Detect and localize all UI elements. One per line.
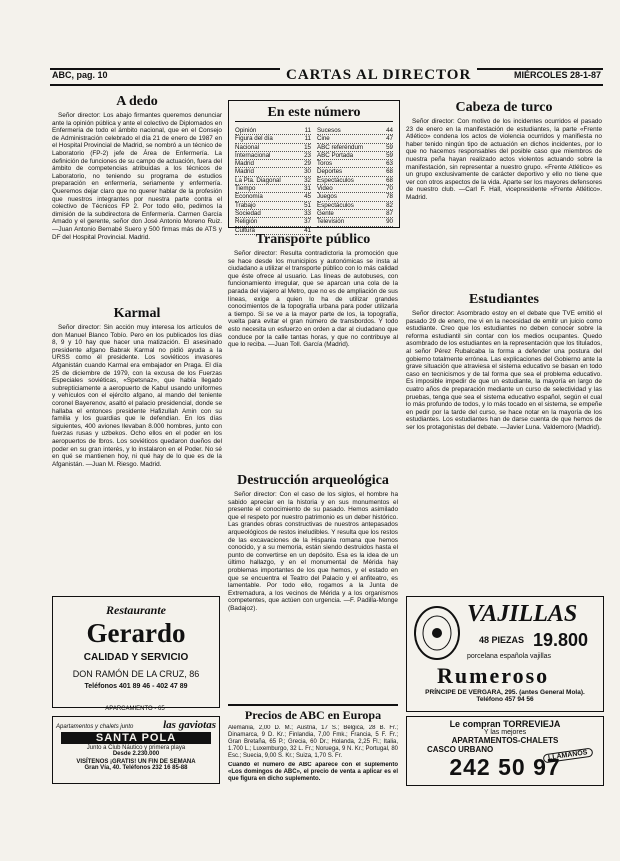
toc-item (235, 218, 311, 226)
toc-item-page: 29 (304, 160, 311, 168)
toc-item-page: 31 (304, 185, 311, 193)
toc-title: En este número (235, 105, 393, 122)
toc-list (229, 125, 399, 237)
letter-body-arqueologica: Señor director: Con el caso de los siglos, el hombre ha sabido apreciar en la historia y en sus monumentos el presente el conocimiento de su pasado. Hemos asimilado que el respeto por nuestro patrimonio es un deber histórico. Las grandes obras constructivas de nuestros antepasados arqueológicos de restos ineludibles. Y resulta que los restos de las excavaciones de la Hispania romana que hemos conocido, y a su memoria, están siendo destruidos hasta el punto de convertirse en un depósito. Esa es la idea de un último hallazgo, y en el monumental de Mérida hay problemas importantes de los que hemos, y el estado en que se encuentra el Teatro del Palacio y el anfiteatro, es lamentable. Por todo ello, rogamos a la Junta de Extremadura, a los vecinos de Mérida y a los organismos competentes, que actúen con urgencia. —F. Padilla-Monge (Badajoz). (228, 491, 398, 612)
letter-body-karmal: Señor director: Sin acción muy interesa los artículos de don Manuel Blanco Tobío. Pero en los publicados los días 8, 9 y 10 hay que hacer una matización. El asesinado presidente afgano Babrak Karmal no pidió ayuda a la URSS como él presidente. Los soviéticos invasores Afganistán cuando Karmal era embajador en Praga. El día 25 de diciembre de 1979, con la excusa de los Fuerzas Especiales soviéticas, «Spetsnaz», que había llegado subrepticiamente a aeropuerto de Kabul usando uniformes y vehículos con el ejército afgano, al mando del teniente coronel Bayerenov, asaltó el palacio presidencial, donde se hallaba el entonces presidente Hafizullah Amin con su familia y los guardias que le defendían. En los días siguientes, 400 aviones llevaban 8.000 hombres, junto con fuerzas rusas y uzbekos. Ocho ellos en el poder en los aeropuertos de Ibros. Los soviéticos quedaron dueños del poder en su gran interés, y lo instalaron en el Poder. No sé en qué se mantienen hoy, ni qué hay de lo que es de la Afganistán. —Juan M. Riesgo. Madrid. (52, 324, 222, 468)
toc-item (235, 210, 311, 218)
ad-vajillas-price: 19.800 (533, 630, 589, 650)
toc-item-page: 90 (386, 218, 393, 226)
ad-gerardo-tagline: CALIDAD Y SERVICIO (83, 652, 189, 663)
ad-torrevieja-line2: APARTAMENTOS-CHALETS (451, 736, 559, 745)
letter-title-arqueologica: Destrucción arqueológica (237, 473, 389, 488)
toc-item (317, 127, 393, 135)
ad-vajillas-desc: porcelana española vajillas (467, 653, 552, 660)
toc-item-label: Espectáculos (317, 176, 354, 184)
letter-title-karmal: Karmal (113, 306, 161, 321)
ad-torrevieja-top: Le compran TORREVIEJA (449, 719, 561, 729)
ad-torrevieja-line1: Y las mejores (483, 729, 527, 736)
ad-santapola-brand: las gaviotas (163, 719, 216, 731)
letter-title-turco: Cabeza de turco (455, 100, 553, 115)
letter-body-dedo: Señor director: Los abajo firmantes queremos denunciar ante la opinión pública y ante el colectivo de Diplomados en Enfermería de todo el ámbito nacional, que en el Consejo de Administración celebrado el día 21 de enero de 1987 en el Hospital Provincial de Madrid, se nombró a un técnico de Laboratorio (FP-2) jefe de Área de Enfermería. La definición de funciones de su campo de actuación, fuera del ámbito de competencias atribuidas a los técnicos de Laboratorio, no teniendo su programa de estudios preparación en enfermería, seriamente y enfermería. Queremos dejar claro que no querer hablar de la profesión que nuestros integrantes por nuestra parte contra el colectivo de Técnicos FP 2. Por todo ello, pedimos la dimisión de la subdirectora de Enfermería. Carmen García Amado y el gerente, señor don José Antonio Moreno Ruiz. —Juan Antonio Bernabé Suero y 500 firmas más de ATS y DF del Hospital Provincial. Madrid. (52, 112, 222, 241)
toc-item-label: Deportes (317, 168, 343, 176)
toc-item (317, 210, 393, 218)
ad-gerardo-name: Gerardo (86, 618, 186, 648)
precios-note: Cuando el número de ABC aparece con el suplemento «Los domingos de ABC», el precio de venta a aplicar es el que figura en dicho suplemento. (228, 762, 398, 782)
toc-item-page: 41 (304, 226, 311, 234)
precios-box (228, 704, 398, 786)
page-date: MIÉRCOLES 28-1-87 (513, 70, 601, 80)
table-of-contents (228, 100, 400, 234)
page-number: ABC, pag. 10 (52, 70, 108, 80)
toc-item (235, 152, 311, 160)
toc-item (235, 135, 311, 143)
ad-torrevieja (406, 716, 604, 786)
toc-item-label: Televisión (317, 218, 345, 226)
toc-item (317, 144, 393, 152)
toc-item-label: Toros (317, 160, 333, 168)
toc-item-page: 45 (304, 193, 311, 201)
ad-santapola-line1: Junto a Club Náutico y primera playa (86, 745, 186, 751)
toc-item-page: 87 (386, 209, 393, 217)
toc-item-label: Figura del día (235, 135, 273, 143)
letter-title-dedo: A dedo (116, 94, 158, 109)
toc-item-page: 59 (386, 151, 393, 159)
toc-item-label: Video (317, 185, 333, 193)
page-header (50, 68, 603, 86)
toc-item (317, 185, 393, 193)
toc-item (235, 160, 311, 168)
ad-santa-pola (52, 716, 220, 784)
toc-item-label: ABC referéndum (317, 143, 364, 151)
precios-body: Alemania, 2,00 D. M.; Austria, 17 S.; Bélgica, 28 B. Fr.; Dinamarca, 9 D. Kr.; Finlandia, 7,00 Fmk.; Francia, 5 F. Fr.; Gran Bretaña, 65 P.; Grecia, 60 Dr.; Holanda, 2,25 Fl.; Italia, 1.700 L.; Luxemburgo, 32 L. Fr.; Noruega, 9 N. Kr.; Portugal, 80 Esc.; Suecia, 9,00 S. Kr.; Suiza, 1,70 S. Fr. (228, 725, 398, 759)
ad-torrevieja-line3: CASCO URBANO (427, 745, 494, 754)
letter-body-estudiantes: Señor director: Asombrado estoy en el debate que TVE emitió el pasado 29 de enero, me vi en la necesidad de emitir un juicio como estudiante. Creo que los estudiantes no deben conocer sobre la reforma estudiantil sin contar con los medios ocupantes. Quedo asombrado de los estudiantes en la representación que los titulados, al señor Pérez Rubalcaba la forma a defender una postura del gobierno totalmente errónea. Las explicaciones del Gobierno ante la grave situación que atraviesa el sistema educativo se basan en todo caso en tecnicismos y de tal forma que sea el problema educativo. Es imposible impedir de que un estudiante, la mayoría en largo de cuatro años de preparación mediante un curso de selectividad y las pruebas, tenga que sea el sistema educativo español, según el cual lo más profundo de todos, y lo más tocado en el sistema, se empeñe en pedir por la tarde del curso, se hace notar en la mayoría de los estudiantes. Los estudiantes han de darse cuenta de que hemos de ser los protagonistas del debate. —Javier Luna. Valdemoro (Madrid). (406, 310, 602, 431)
toc-item-label: Gente (317, 209, 334, 217)
toc-item (317, 135, 393, 143)
ad-vajillas-title: VAJILLAS (467, 601, 578, 627)
toc-item (235, 168, 311, 176)
toc-item (317, 160, 393, 168)
ad-santapola-line2: Desde 2.230.000 (112, 751, 160, 757)
toc-item (235, 185, 311, 193)
toc-item (235, 127, 311, 135)
toc-item-page: 78 (386, 193, 393, 201)
toc-item-page: 11 (304, 135, 311, 143)
toc-item-page: 33 (304, 209, 311, 217)
letter-body-transporte: Señor director: Resulta contradictoria la promoción que se hace desde los municipios y autonómicas se insta al ciudadano a utilizar el transporte público con lo más calidad que éste ofrece al usuario. Las líneas de autobuses, con funcionamiento irregular, que se aparcan una cola de la parada del viajero al Metro, que no es de ampliación de sus líneas, exige a quien lo ha de utilizar grandes conocimientos de la topografía urbana para poder utilizarla a tiempo. Si se ve a la mayor parte de los, la topografía, vuelta para evitar el gran número de transbordos. Y todo esto necesita un esfuerzo en orden a dar al ciudadano que conduce por la calle tantas horas, y que no contribuye al que lo reciba. —Juan Toll. García (Madrid). (228, 250, 398, 349)
toc-item-page: 30 (304, 168, 311, 176)
toc-item-label: Madrid (235, 168, 254, 176)
toc-item (235, 202, 311, 210)
toc-item (317, 218, 393, 226)
ad-vajillas-pieces: 48 PIEZAS (479, 635, 525, 645)
toc-item-page: 47 (386, 135, 393, 143)
toc-item-label: Nacional (235, 143, 260, 151)
ad-santapola-name: SANTA POLA (61, 732, 211, 744)
toc-item-label: Economía (235, 193, 263, 201)
porcelain-emblem-icon (413, 605, 461, 661)
toc-item-label: La Pta. Diagonal (235, 176, 281, 184)
ad-santapola-line4: Gran Vía, 40. Teléfonos 232 16 85-88 (84, 765, 188, 771)
toc-item-page: 68 (386, 168, 393, 176)
toc-item-label: ABC Portada (317, 151, 354, 159)
toc-item-label: Opinión (235, 127, 257, 134)
precios-title: Precios de ABC en Europa (244, 708, 382, 722)
toc-item-page: 51 (304, 201, 311, 209)
section-title: CARTAS AL DIRECTOR (280, 67, 477, 84)
toc-item-page: 59 (386, 143, 393, 151)
toc-item-label: Madrid (235, 160, 254, 168)
toc-item (317, 193, 393, 201)
ad-gerardo-top: Restaurante (105, 603, 166, 617)
ad-vajillas-address: PRÍNCIPE DE VERGARA, 295. (antes General Mola). Teléfono 457 94 56 (425, 689, 585, 703)
toc-item (235, 193, 311, 201)
toc-item-page: 15 (304, 143, 311, 151)
toc-item (235, 177, 311, 185)
toc-item-label: Cultura (235, 226, 255, 234)
toc-item-page: 70 (386, 185, 393, 193)
toc-item (235, 144, 311, 152)
toc-item-page: 44 (386, 127, 393, 134)
toc-item-label: Sociedad (235, 209, 261, 217)
ad-torrevieja-phone: 242 50 97 (449, 754, 561, 780)
toc-item-label: Religión (235, 218, 258, 226)
toc-item-label: Sucesos (317, 127, 341, 134)
toc-item (317, 168, 393, 176)
toc-item (317, 152, 393, 160)
letter-title-transporte: Transporte público (255, 232, 371, 247)
ad-santapola-line3: VISÍTENOS ¡GRATIS! UN FIN DE SEMANA (76, 759, 196, 765)
toc-item-label: Internacional (235, 151, 271, 159)
toc-item-label: Tiempo (235, 185, 256, 193)
ad-gerardo-parking: APARCAMIENTO - 65 (105, 706, 165, 712)
toc-item-label: Juegos (317, 193, 337, 201)
toc-item-label: Cine (317, 135, 330, 143)
ad-vajillas (406, 596, 604, 712)
toc-item-page: 68 (386, 176, 393, 184)
letter-body-turco: Señor director: Con motivo de los incidentes ocurridos el pasado 23 de enero en la manifestación de estudiantes, la parte «Frente Atlético» condena los actos de violencia ocurridos y manifiesta no haber tenido ningún tipo de actuación en dichos incidentes, por lo que no hacemos responsables del posible caso que miembros de nuestra peña hayan realizado actos violentos actuando sobre la manifestación, sin representar a nuestro grupo. «Frente Atlético» es un grupo exclusivamente de carácter deportivo y ello no tiene que ver con otros aspectos de la vida. Aparte ser los mayores defensores de nuestro club. —Carl F. Hall, vicepresidente «Frente Atlético». Madrid. (406, 118, 602, 201)
ad-santapola-top: Apartamentos y chalets junto (56, 724, 134, 730)
toc-item-page: 32 (304, 176, 311, 184)
toc-item-page: 11 (304, 127, 311, 134)
toc-item-page: 37 (304, 218, 311, 226)
letter-title-estudiantes: Estudiantes (468, 292, 540, 307)
toc-item (317, 177, 393, 185)
ad-vajillas-name: Rumeroso (437, 663, 550, 688)
toc-item-label: Trabajo (235, 201, 256, 209)
toc-item-label: Espectáculos (317, 201, 354, 209)
toc-item-page: 23 (304, 151, 311, 159)
toc-item (317, 202, 393, 210)
toc-item-page: 82 (386, 201, 393, 209)
ad-torrevieja-badge: LLAMANOS (543, 748, 593, 764)
ad-gerardo-address: DON RAMÓN DE LA CRUZ, 86 (72, 669, 200, 679)
toc-item-page: 63 (386, 160, 393, 168)
ad-gerardo-phones: Teléfonos 401 89 46 - 402 47 89 (84, 683, 188, 690)
ad-restaurante-gerardo (52, 596, 220, 708)
